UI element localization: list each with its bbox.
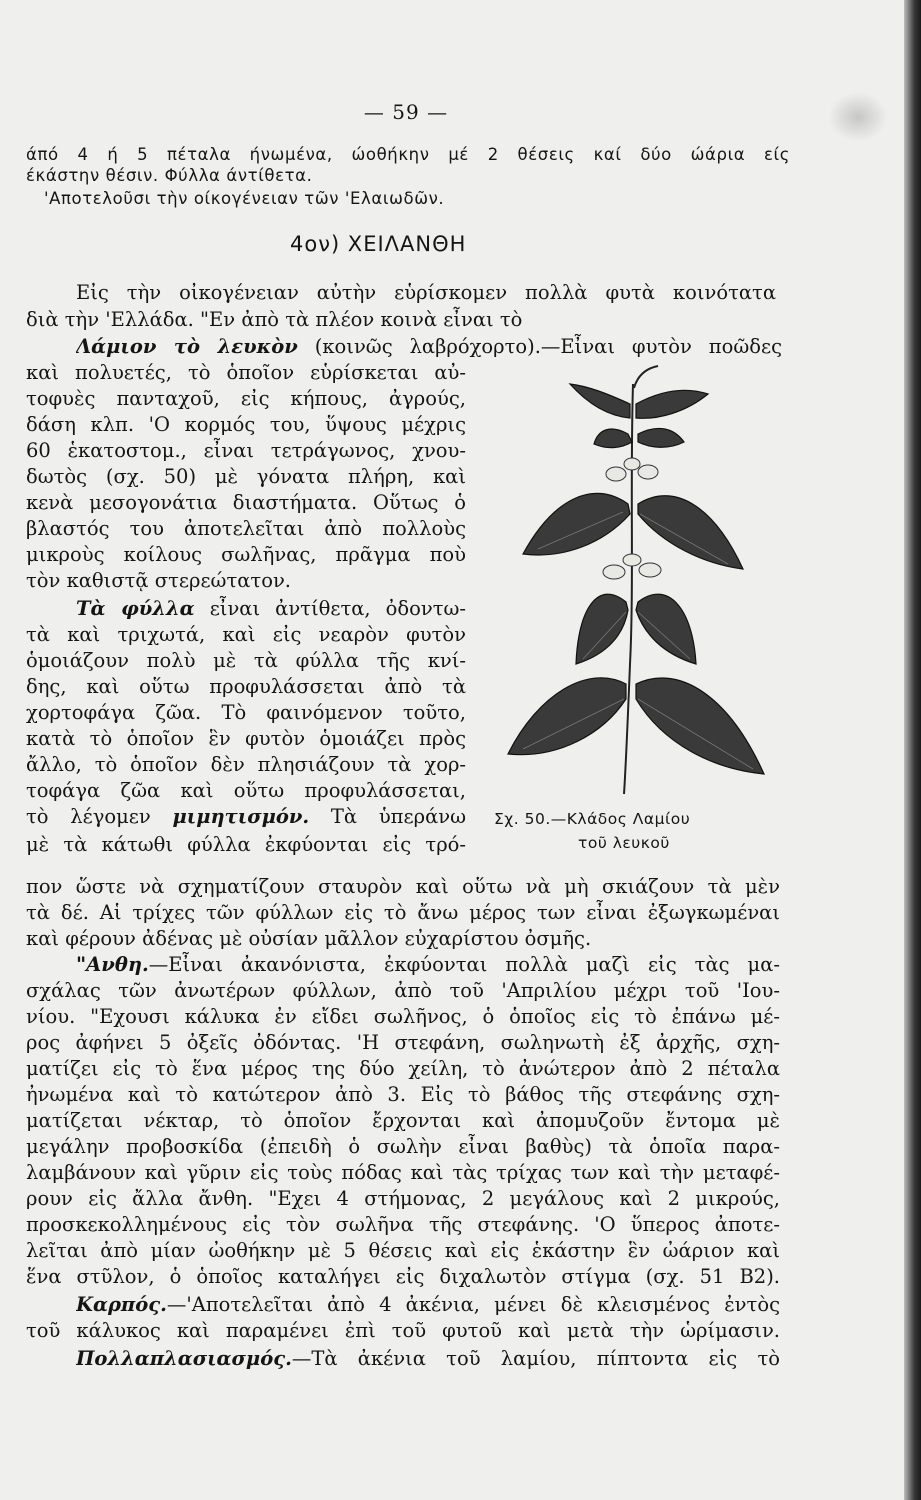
term-mimicry: μιμητισμόν. xyxy=(172,805,310,828)
leaves-line: Τὰ φύλλα εἶναι ἀντίθετα, ὀδοντω- xyxy=(76,597,466,620)
body-line: τὰ δέ. Αἱ τρίχες τῶν φύλλων εἰς τὸ ἄνω μέρος των εἶναι ἐξωγκωμέναι xyxy=(26,901,780,924)
top-line: έκάστην θέσιν. Φύλλα άντίθετα. xyxy=(26,166,313,185)
term-fruit: Καρπός. xyxy=(76,1293,167,1316)
column-line: κενὰ μεσογονάτια διαστήματα. Οὕτως ὁ xyxy=(26,491,466,514)
fruit-line: Καρπός.—'Αποτελεῖται ἀπὸ 4 ἀκένια, μένει δὲ κλεισμένος ἐντὸς xyxy=(76,1293,780,1316)
section-heading: 4ον) ΧΕΙΛΑΝΘΗ xyxy=(290,232,467,256)
column-line: ὁμοιάζουν πολὺ μὲ τὰ φύλλα τῆς κνί- xyxy=(26,649,466,672)
figure-caption: Σχ. 50.—Κλάδος Λαμίου xyxy=(494,810,691,828)
page-smudge xyxy=(828,92,888,142)
body-line: ματίζεται νέκταρ, τὸ ὁποῖον ἔρχονται καὶ ἀπομυζοῦν ἔντομα μὲ xyxy=(26,1109,780,1132)
body-line: ματίζει εἰς τὸ ἕνα μέρος της δύο χείλη, τὸ ἀνώτερον ἀπὸ 2 πέταλα xyxy=(26,1057,780,1080)
column-line: χορτοφάγα ζῶα. Τὸ φαινόμενον τοῦτο, xyxy=(26,701,466,724)
column-line: μὲ τὰ κάτωθι φύλλα ἐκφύονται εἰς τρό- xyxy=(26,833,466,856)
mimicry-line: τὸ λέγομεν μιμητισμόν. Τὰ ὑπεράνω xyxy=(26,805,466,828)
body-line: μεγάλην προβοσκίδα (ἐπειδὴ ὁ σωλὴν εἶναι βαθὺς) τὰ ὁποῖα παρα- xyxy=(26,1135,780,1158)
body-line: ἠνωμένα καὶ τὸ κατώτερον ἀπὸ 3. Εἰς τὸ βάθος τῆς στεφάνης σχη- xyxy=(26,1083,780,1106)
figure-caption: τοῦ λευκοῦ xyxy=(578,834,670,852)
column-line: κατὰ τὸ ὁποῖον ἓν φυτὸν ὁμοιάζει πρὸς xyxy=(26,727,466,750)
body-line: τοῦ κάλυκος καὶ παραμένει ἐπὶ τοῦ φυτοῦ καὶ μετὰ τὴν ὡρίμασιν. xyxy=(26,1319,780,1342)
column-line: μικροὺς κοίλους σωλῆνας, πρᾶγμα ποὺ xyxy=(26,543,466,566)
term-lamium: Λάμιον τὸ λευκὸν xyxy=(76,335,298,358)
column-line: δης, καὶ οὕτω προφυλάσσεται ἀπὸ τὰ xyxy=(26,675,466,698)
body-line: λεῖται ἀπὸ μίαν ὠοθήκην μὲ 5 θέσεις καὶ εἰς ἑκάστην ἓν ὠάριον καὶ xyxy=(26,1239,780,1262)
body-line: καὶ φέρουν ἀδένας μὲ οὐσίαν μᾶλλον εὐχαρίστου ὀσμῆς. xyxy=(26,927,592,950)
column-line: ἄλλο, τὸ ὁποῖον δὲν πλησιάζουν τὰ χορ- xyxy=(26,753,466,776)
body-line: ρουν εἰς ἄλλα ἄνθη. "Εχει 4 στήμονας, 2 μεγάλους καὶ 2 μικρούς, xyxy=(26,1187,780,1210)
term-flowers: "Ανθη. xyxy=(76,953,149,976)
column-line: τοφυὲς πανταχοῦ, εἰς κήπους, ἀγρούς, xyxy=(26,387,466,410)
column-line: 60 ἑκατοστομ., εἶναι τετράγωνος, χνου- xyxy=(26,439,466,462)
column-line: καὶ πολυετές, τὸ ὁποῖον εὑρίσκεται αὐ- xyxy=(26,361,466,384)
term-leaves: Τὰ φύλλα xyxy=(76,597,195,620)
column-line: τὸν καθιστᾷ στερεώτατον. xyxy=(26,569,291,592)
top-line: άπό 4 ή 5 πέταλα ήνωμένα, ώοθήκην μέ 2 θέσεις καί δύο ώάρια είς xyxy=(26,145,790,164)
lamium-album-branch-illustration xyxy=(498,364,768,804)
body-line: ἕνα στῦλον, ὁ ὁποῖος καταλήγει εἰς διχαλωτὸν στίγμα (σχ. 51 Β2). xyxy=(26,1265,780,1288)
propagation-line: Πολλαπλασιασμός.—Τὰ ἀκένια τοῦ λαμίου, πίπτοντα εἰς τὸ xyxy=(76,1347,780,1370)
top-line: 'Αποτελοῦσι τὴν οίκογένειαν τῶν 'Ελαιωδῶν. xyxy=(44,189,445,208)
body-line: προσκεκολλημένους εἰς τὸν σωλῆνα τῆς στεφάνης. 'Ο ὕπερος ἀποτε- xyxy=(26,1213,780,1236)
page-number: — 59 — xyxy=(363,100,449,124)
page-right-edge xyxy=(904,0,921,1500)
body-line: ρος ἀφήνει 5 ὀξεῖς ὀδόντας. 'Η στεφάνη, σωληνωτὴ ἐξ ἀρχῆς, σχη- xyxy=(26,1031,780,1054)
column-line: δωτὸς (σχ. 50) μὲ γόνατα πλήρη, καὶ xyxy=(26,465,466,488)
body-line: σχάλας τῶν ἀνωτέρων φύλλων, ἀπὸ τοῦ 'Απριλίου μέχρι τοῦ 'Ιου- xyxy=(26,979,780,1002)
body-line: νίου. "Εχουσι κάλυκα ἐν εἴδει σωλῆνος, ὁ ὁποῖος εἰς τὸ ἐπάνω μέ- xyxy=(26,1005,780,1028)
term-propagation: Πολλαπλασιασμός. xyxy=(76,1347,292,1370)
flowers-line: "Ανθη.—Εἶναι ἀκανόνιστα, ἐκφύονται πολλὰ μαζὶ εἰς τὰς μα- xyxy=(76,953,780,976)
lamium-line: Λάμιον τὸ λευκὸν (κοινῶς λαβρόχορτο).—Εἶναι φυτὸν ποῶδες xyxy=(76,335,782,358)
column-line: τὰ καὶ τριχωτά, καὶ εἰς νεαρὸν φυτὸν xyxy=(26,623,466,646)
body-line: λαμβάνουν καὶ γῦριν εἰς τοὺς πόδας καὶ τὰς τρίχας των καὶ τὴν μεταφέ- xyxy=(26,1161,780,1184)
column-line: βλαστός του ἀποτελεῖται ἀπὸ πολλοὺς xyxy=(26,517,466,540)
column-line: τοφάγα ζῶα καὶ οὕτω προφυλάσσεται, xyxy=(26,779,466,802)
column-line: δάση κλπ. 'Ο κορμός του, ὕψους μέχρις xyxy=(26,413,466,436)
intro-line: Εἰς τὴν οἰκογένειαν αὐτὴν εὑρίσκομεν πολλὰ φυτὰ κοινότατα xyxy=(76,281,776,304)
intro-line: διὰ τὴν 'Ελλάδα. "Εν ἀπὸ τὰ πλέον κοινὰ εἶναι τὸ xyxy=(26,308,523,331)
body-line: πον ὥστε νὰ σχηματίζουν σταυρὸν καὶ οὕτω νὰ μὴ σκιάζουν τὰ μὲν xyxy=(26,875,780,898)
